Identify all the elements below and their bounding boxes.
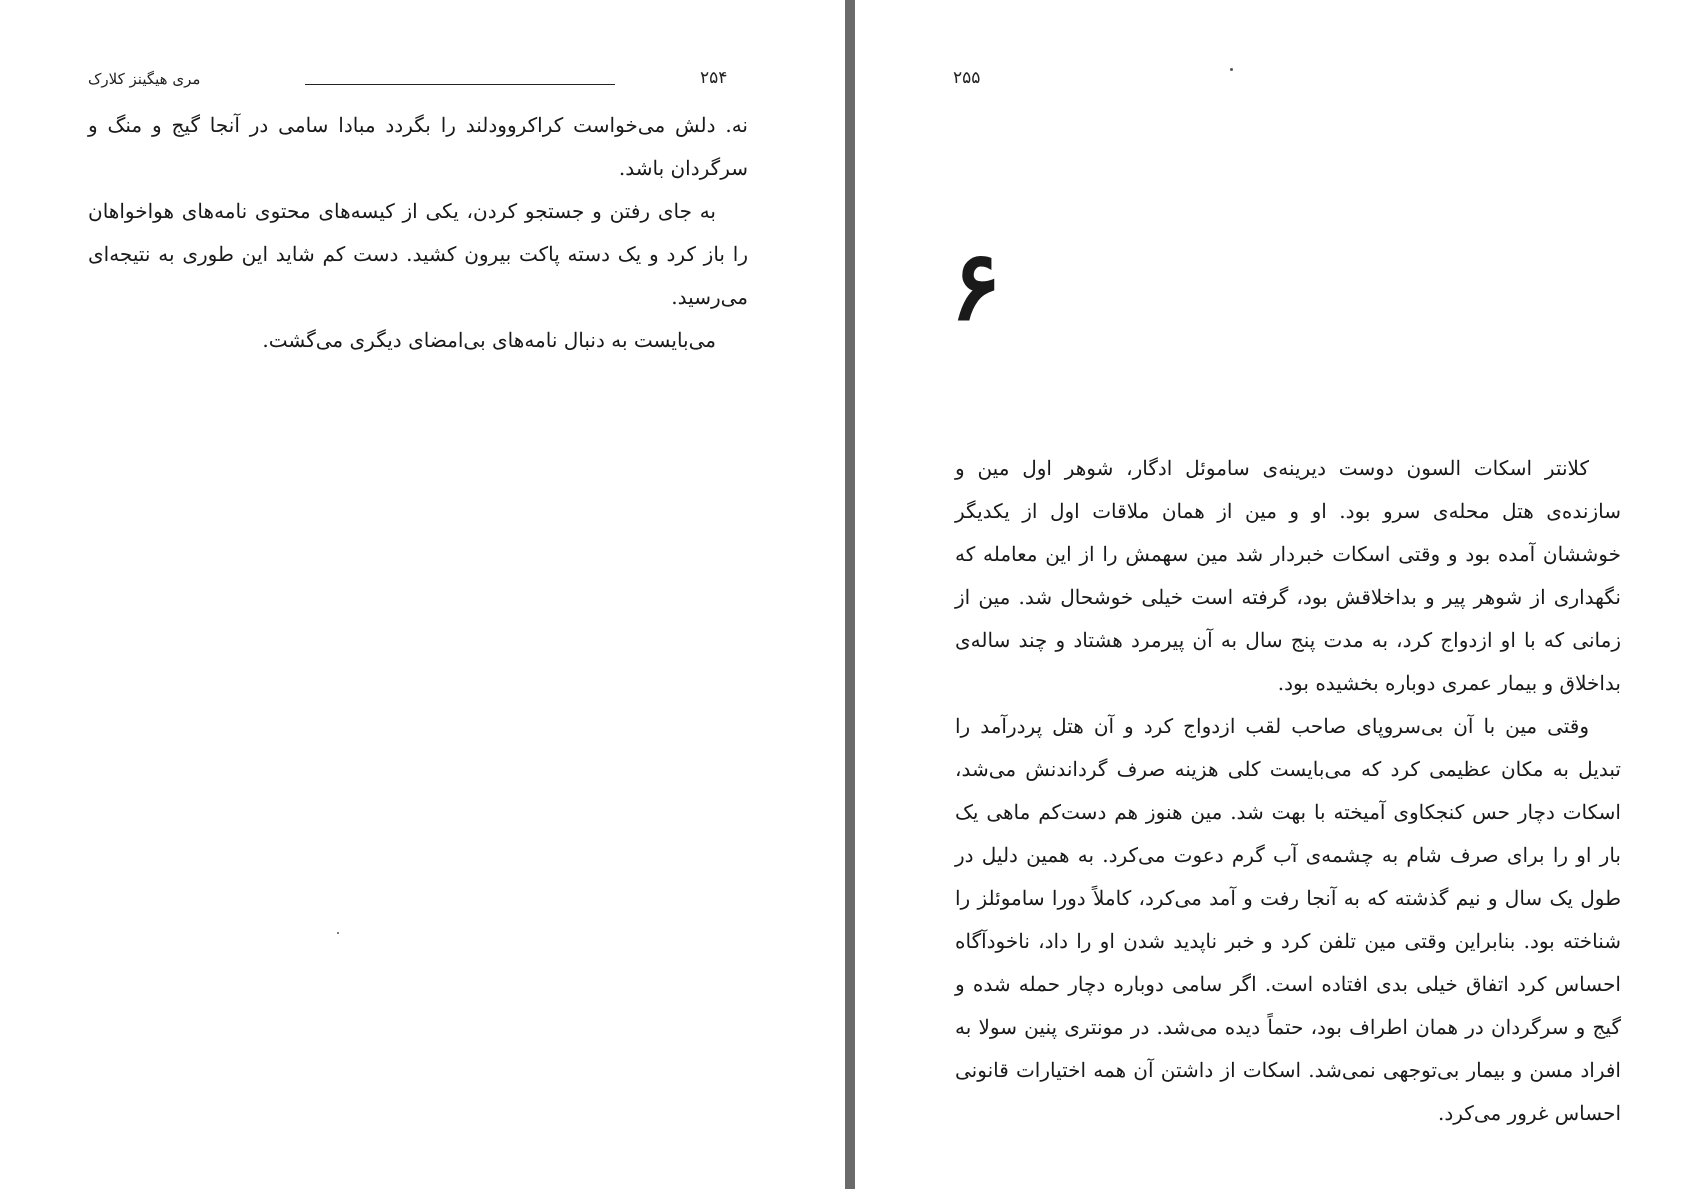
paragraph: به جای رفتن و جستجو کردن، یکی از کیسه‌های محتوی نامه‌های هواخواهان را باز کرد و یک دسته پاکت بیرون کشید. دست کم شاید این طوری به نتیجه‌ای می‌رسید. bbox=[88, 199, 748, 309]
paragraph: کلانتر اسکات السون دوست دیرینه‌ی ساموئل ادگار، شوهر اول مین و سازنده‌ی هتل محله‌ی سرو بود. او و مین از همان ملاقات اول از یکدیگر خوششان آمده بود و وقتی اسکات خبردار شد مین سهمش را از این معامله که نگهداری از شوهر پیر و بداخلاقش بود، گرفته است خیلی خوشحال شد. مین از زمانی که با او ازدواج کرد، به مدت پنج سال به آن پیرمرد هشتاد و چند ساله‌ی بداخلاق و بیمار عمری دوباره بخشیده بود. bbox=[955, 456, 1621, 695]
book-gutter bbox=[845, 0, 855, 1189]
running-head-author: مری هیگینز کلارک bbox=[88, 70, 201, 88]
left-body-text bbox=[88, 104, 748, 362]
paragraph: وقتی مین با آن بی‌سروپای صاحب لقب ازدواج کرد و آن هتل پردرآمد را تبدیل به مکان عظیمی کرد که می‌بایست کلی هزینه صرف گرداندنش می‌شد، اسکات دچار حس کنجکاوی آمیخته با بهت شد. مین هنوز هم دست‌کم ماهی یک بار او را برای صرف شام به چشمه‌ی آب گرم دعوت می‌کرد. به همین دلیل در طول یک سال و نیم گذشته که به آنجا رفت و آمد می‌کرد، کاملاً دورا ساموئلز را شناخته بود. بنابراین وقتی مین تلفن کرد و خبر ناپدید شدن او را داد، ناخودآگاه احساس کرد اتفاق خیلی بدی افتاده است. اگر سامی دوباره دچار حمله شده و گیج و سرگردان در همان اطراف بود، حتماً دیده می‌شد. در مونتری پنین سولا به افراد مسن و بیمار بی‌توجهی نمی‌شد. اسکات از داشتن آن همه اختیارات قانونی احساس غرور می‌کرد. bbox=[955, 714, 1621, 1125]
left-page bbox=[0, 0, 845, 1189]
chapter-number: ۶ bbox=[950, 229, 1002, 342]
paragraph: نه. دلش می‌خواست کراکروودلند را بگردد مبادا سامی در آنجا گیج و منگ و سرگردان باشد. bbox=[88, 113, 748, 180]
left-page-number: ۲۵۴ bbox=[700, 68, 728, 88]
right-body-text bbox=[955, 447, 1621, 1135]
scan-speck bbox=[337, 932, 339, 934]
right-page bbox=[855, 0, 1693, 1189]
right-page-number: ۲۵۵ bbox=[953, 68, 981, 88]
header-rule bbox=[305, 84, 615, 85]
scan-speck bbox=[1230, 68, 1233, 71]
paragraph: می‌بایست به دنبال نامه‌های بی‌امضای دیگری می‌گشت. bbox=[262, 328, 716, 352]
